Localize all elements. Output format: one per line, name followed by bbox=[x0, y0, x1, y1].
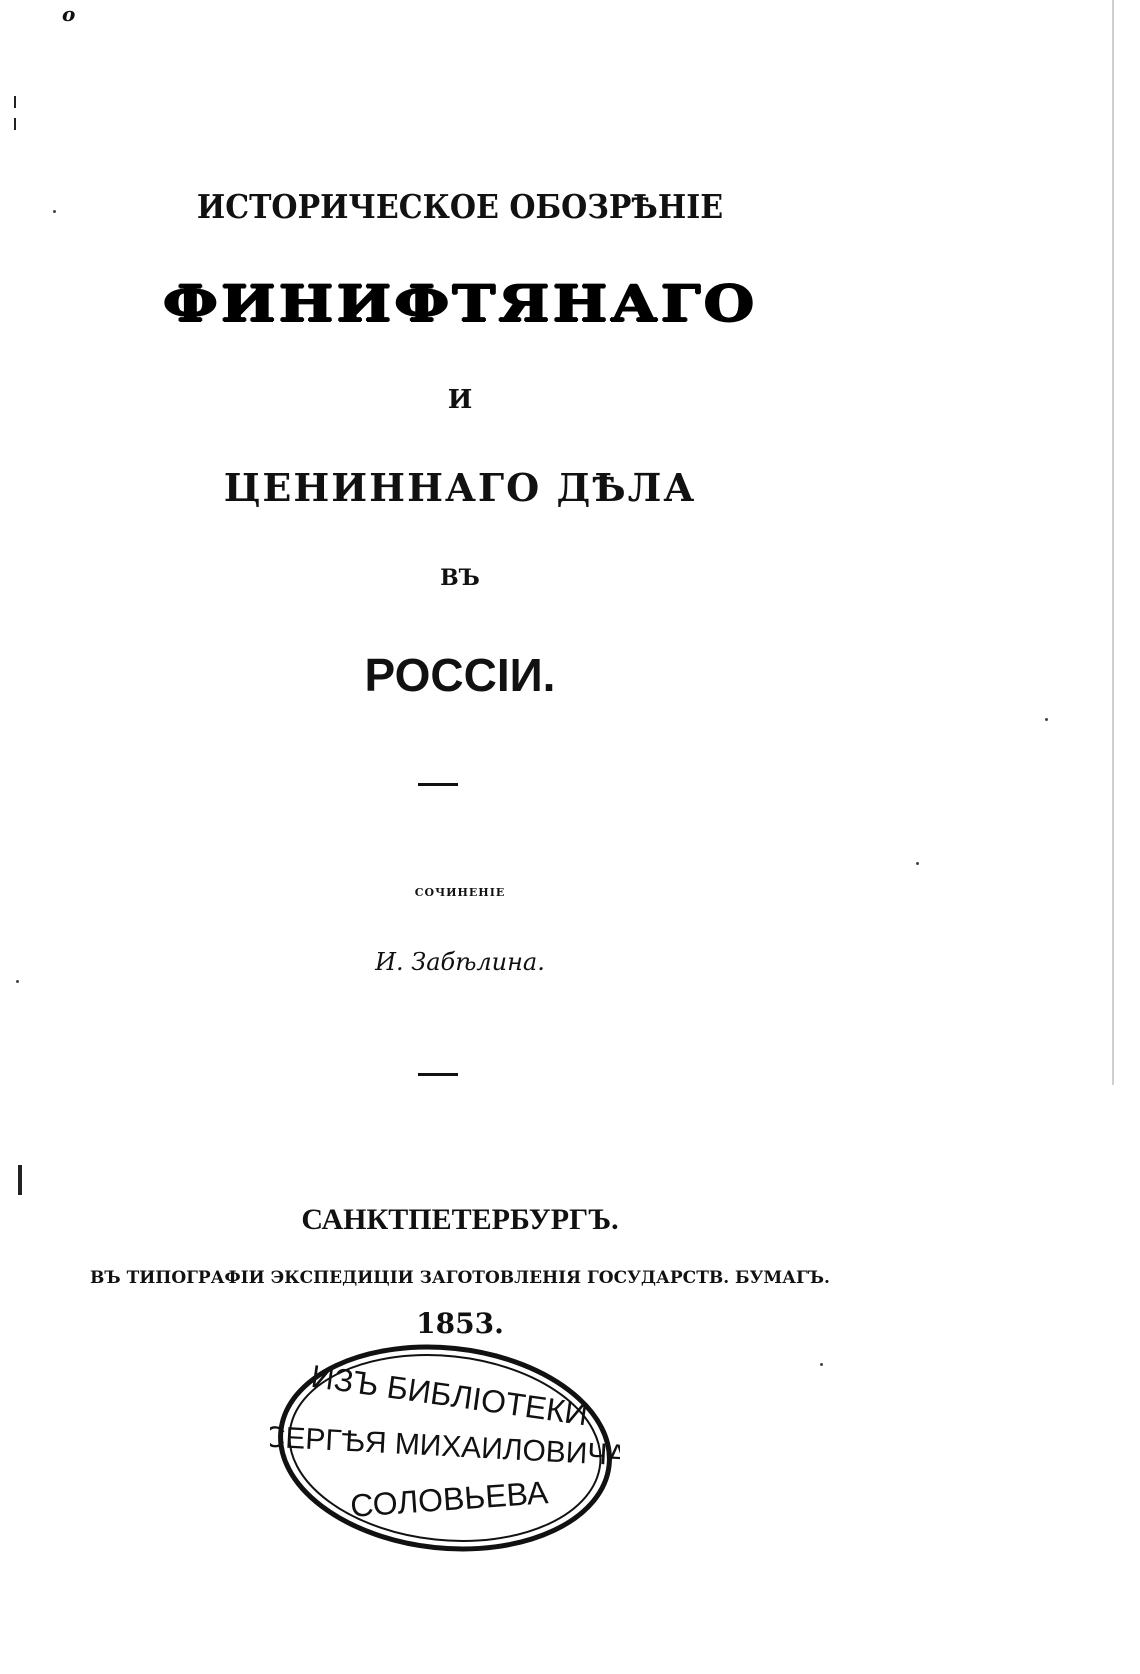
stamp-line-1: ИЗЪ БИБЛІОТЕКИ bbox=[308, 1357, 591, 1433]
stamp-line-3: СОЛОВЬЕВА bbox=[349, 1474, 550, 1524]
margin-mark bbox=[14, 118, 16, 130]
page-edge-shadow bbox=[1112, 0, 1114, 1085]
divider-rule bbox=[418, 783, 458, 786]
paper-speck bbox=[1045, 718, 1048, 721]
margin-mark bbox=[14, 96, 16, 108]
title-line-5: ВЪ bbox=[440, 565, 480, 591]
imprint-year: 1853. bbox=[416, 1307, 504, 1340]
library-stamp bbox=[270, 1338, 620, 1558]
corner-mark: o bbox=[62, 2, 76, 26]
title-line-1: ИСТОРИЧЕСКОЕ ОБОЗРѢНІЕ bbox=[196, 188, 724, 227]
title-line-4: ЦЕНИННАГО ДѢЛА bbox=[223, 465, 697, 510]
title-line-6: РОССІИ. bbox=[364, 649, 556, 701]
author-name: И. Забѣлина. bbox=[375, 948, 545, 976]
imprint-city: САНКТПЕТЕРБУРГЪ. bbox=[301, 1203, 619, 1236]
paper-speck bbox=[916, 862, 919, 865]
divider-rule bbox=[418, 1073, 458, 1076]
margin-mark bbox=[18, 1165, 22, 1195]
imprint-press: ВЪ ТИПОГРАФІИ ЭКСПЕДИЦІИ ЗАГОТОВЛЕНІЯ ГОСУДАРСТВ. БУМАГЪ. bbox=[90, 1268, 830, 1288]
paper-speck bbox=[820, 1363, 823, 1366]
paper-speck bbox=[16, 980, 19, 983]
author-label: сочиненіе bbox=[414, 882, 506, 900]
stamp-line-2: СЕРГѢЯ МИХАИЛОВИЧА bbox=[270, 1420, 620, 1473]
title-line-2: ФИНИФТЯНАГО bbox=[162, 275, 758, 333]
title-line-3: И bbox=[447, 385, 473, 415]
